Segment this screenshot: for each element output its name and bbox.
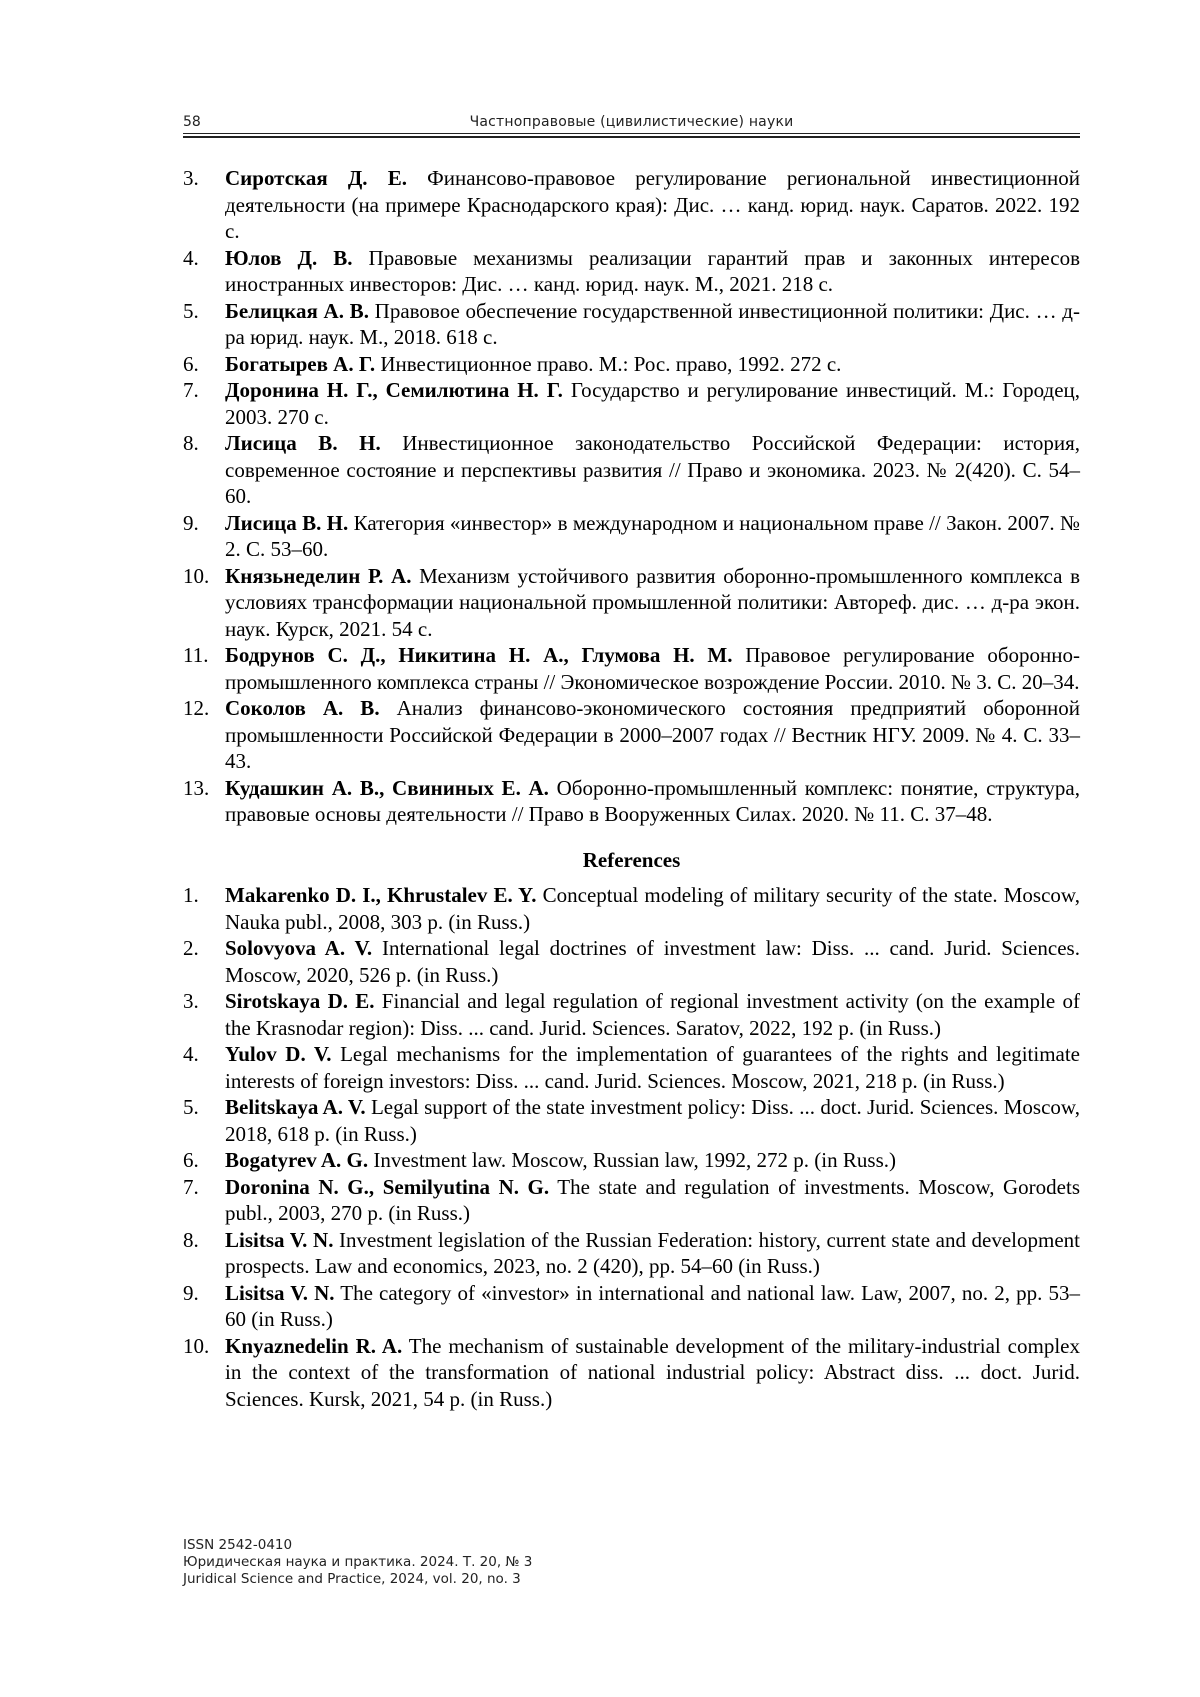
reference-text: Financial and legal regulation of regional investment activity (on the example of the Krasnodar region): Diss. ... cand. Jurid. Sciences. Saratov, 2022, 192 p. (in Russ.) [225, 989, 1080, 1040]
reference-text: Оборонно-промышленный комплекс: понятие, структура, правовые основы деятельности // Право в Вооруженных Силах. 2020. № 11. С. 37–48. [225, 775, 1080, 826]
reference-item [183, 1227, 1080, 1280]
reference-author: Makarenko D. I., Khrustalev E. Y. [225, 883, 537, 907]
reference-item [183, 377, 1080, 430]
reference-text: The category of «investor» in international and national law. Law, 2007, no. 2, pp. 53–60 (in Russ.) [225, 1280, 1080, 1331]
reference-number: 9. [183, 510, 199, 535]
reference-author: Лисица В. Н. [225, 510, 349, 535]
reference-author: Князьнеделин Р. А. [225, 563, 412, 588]
reference-item [183, 1147, 1080, 1174]
reference-text: Investment law. Moscow, Russian law, 1992, 272 p. (in Russ.) [368, 1148, 896, 1172]
journal-citation-ru: Юридическая наука и практика. 2024. Т. 20, № 3 [183, 1554, 533, 1570]
header-rule-thick [183, 136, 1080, 138]
page-number: 58 [183, 114, 201, 130]
reference-item [183, 430, 1080, 510]
reference-author: Юлов Д. В. [225, 245, 353, 270]
reference-author: Doronina N. G., Semilyutina N. G. [225, 1174, 550, 1199]
reference-text: Legal support of the state investment policy: Diss. ... doct. Jurid. Sciences. Moscow, 2018, 618 p. (in Russ.) [225, 1095, 1080, 1146]
reference-item [183, 1280, 1080, 1333]
reference-number: 3. [183, 166, 199, 190]
reference-number: 10. [183, 1333, 210, 1358]
reference-text: Инвестиционное право. М.: Рос. право, 1992. 272 с. [375, 351, 842, 376]
reference-author: Белицкая А. В. [225, 298, 369, 323]
reference-text: The mechanism of sustainable development of the military-industrial complex in the context of the transformation of national industrial policy: Abstract diss. ... doct. Jurid. Sciences. Kursk, 2021, 54 p. (in Russ.) [225, 1333, 1080, 1411]
reference-author: Belitskaya A. V. [225, 1095, 366, 1119]
page-footer [183, 1537, 532, 1588]
reference-number: 13. [183, 775, 210, 800]
reference-text: The state and regulation of investments. Moscow, Gorodets publ., 2003, 270 p. (in Russ.) [225, 1174, 1080, 1225]
reference-author: Лисица В. Н. [225, 431, 381, 455]
reference-number: 3. [183, 989, 199, 1013]
reference-author: Solovyova A. V. [225, 936, 373, 960]
reference-text: Правовое регулирование оборонно-промышленного комплекса страны // Экономическое возрождение России. 2010. № 3. С. 20–34. [225, 643, 1081, 694]
reference-item [183, 642, 1080, 695]
reference-number: 8. [183, 1227, 199, 1252]
header-rule-thin [183, 133, 1080, 134]
reference-item [183, 1041, 1080, 1094]
reference-text: Категория «инвестор» в международном и национальном праве // Закон. 2007. № 2. С. 53–60. [225, 510, 1081, 561]
reference-item [183, 1333, 1080, 1413]
reference-item [183, 165, 1080, 245]
reference-number: 4. [183, 1042, 199, 1066]
reference-text: Государство и регулирование инвестиций. М.: Городец, 2003. 270 с. [225, 378, 1080, 429]
reference-text: Правовое обеспечение государственной инвестиционной политики: Дис. … д-ра юрид. наук. М., 2018. 618 с. [225, 298, 1080, 349]
section-title: Частноправовые (цивилистические) науки [469, 114, 794, 130]
reference-item [183, 298, 1080, 351]
reference-number: 1. [183, 883, 199, 907]
reference-text: Conceptual modeling of military security of the state. Moscow, Nauka publ., 2008, 303 p. (in Russ.) [225, 883, 1080, 934]
reference-text: Investment legislation of the Russian Federation: history, current state and development prospects. Law and economics, 2023, no. 2 (420), pp. 54–60 (in Russ.) [225, 1227, 1081, 1278]
english-reference-list [183, 882, 1080, 1412]
reference-item [183, 695, 1080, 775]
reference-number: 9. [183, 1280, 199, 1305]
reference-number: 5. [183, 298, 199, 323]
reference-text: Legal mechanisms for the implementation of guarantees of the rights and legitimate interests of foreign investors: Diss. ... cand. Jurid. Sciences. Moscow, 2021, 218 p. (in Russ.) [225, 1042, 1081, 1093]
reference-text: International legal doctrines of investment law: Diss. ... cand. Jurid. Sciences. Moscow, 2020, 526 p. (in Russ.) [225, 936, 1080, 987]
reference-item [183, 988, 1080, 1041]
reference-number: 10. [183, 563, 210, 588]
reference-item [183, 563, 1080, 643]
reference-author: Lisitsa V. N. [225, 1227, 334, 1252]
reference-author: Yulov D. V. [225, 1042, 332, 1066]
reference-item [183, 510, 1080, 563]
reference-number: 5. [183, 1095, 199, 1119]
reference-author: Lisitsa V. N. [225, 1280, 335, 1305]
reference-number: 7. [183, 378, 199, 402]
reference-author: Доронина Н. Г., Семилютина Н. Г. [225, 378, 563, 402]
reference-item [183, 882, 1080, 935]
reference-author: Бодрунов С. Д., Никитина Н. А., Глумова Н. М. [225, 643, 733, 667]
reference-number: 6. [183, 1148, 199, 1172]
reference-text: Финансово-правовое регулирование региональной инвестиционной деятельности (на примере Краснодарского края): Дис. … канд. юрид. наук. Саратов. 2022. 192 с. [225, 166, 1080, 243]
reference-author: Sirotskaya D. E. [225, 989, 375, 1013]
reference-item [183, 935, 1080, 988]
reference-text: Механизм устойчивого развития оборонно-промышленного комплекса в условиях трансформации национальной промышленной политики: Автореф. дис. … д-ра экон. наук. Курск, 2021. 54 с. [225, 563, 1080, 641]
reference-number: 11. [183, 643, 209, 667]
reference-number: 8. [183, 431, 199, 455]
reference-item [183, 1174, 1080, 1227]
reference-author: Knyaznedelin R. A. [225, 1333, 403, 1358]
reference-author: Сиротская Д. Е. [225, 166, 407, 190]
reference-text: Инвестиционное законодательство Российской Федерации: история, современное состояние и перспективы развития // Право и экономика. 2023. № 2(420). С. 54–60. [225, 431, 1081, 508]
page-content [183, 165, 1080, 1412]
reference-author: Кудашкин А. В., Свининых Е. А. [225, 775, 549, 800]
reference-number: 6. [183, 351, 199, 376]
reference-number: 7. [183, 1174, 199, 1199]
russian-reference-list [183, 165, 1080, 828]
reference-text: Правовые механизмы реализации гарантий прав и законных интересов иностранных инвесторов: Дис. … канд. юрид. наук. М., 2021. 218 с. [225, 245, 1080, 296]
reference-author: Богатырев А. Г. [225, 351, 376, 376]
issn: ISSN 2542-0410 [183, 1537, 293, 1553]
reference-number: 2. [183, 936, 199, 960]
reference-item [183, 775, 1080, 828]
references-heading: References [582, 847, 681, 872]
reference-item [183, 245, 1080, 298]
reference-author: Bogatyrev A. G. [225, 1148, 369, 1172]
reference-text: Анализ финансово-экономического состояния предприятий оборонной промышленности Российской Федерации в 2000–2007 годах // Вестник НГУ. 2009. № 4. С. 33–43. [225, 696, 1081, 773]
reference-item [183, 1094, 1080, 1147]
reference-author: Соколов А. В. [225, 696, 380, 720]
reference-number: 4. [183, 245, 199, 270]
journal-citation-en: Juridical Science and Practice, 2024, vol. 20, no. 3 [183, 1571, 521, 1587]
reference-number: 12. [183, 696, 210, 720]
reference-item [183, 351, 1080, 378]
